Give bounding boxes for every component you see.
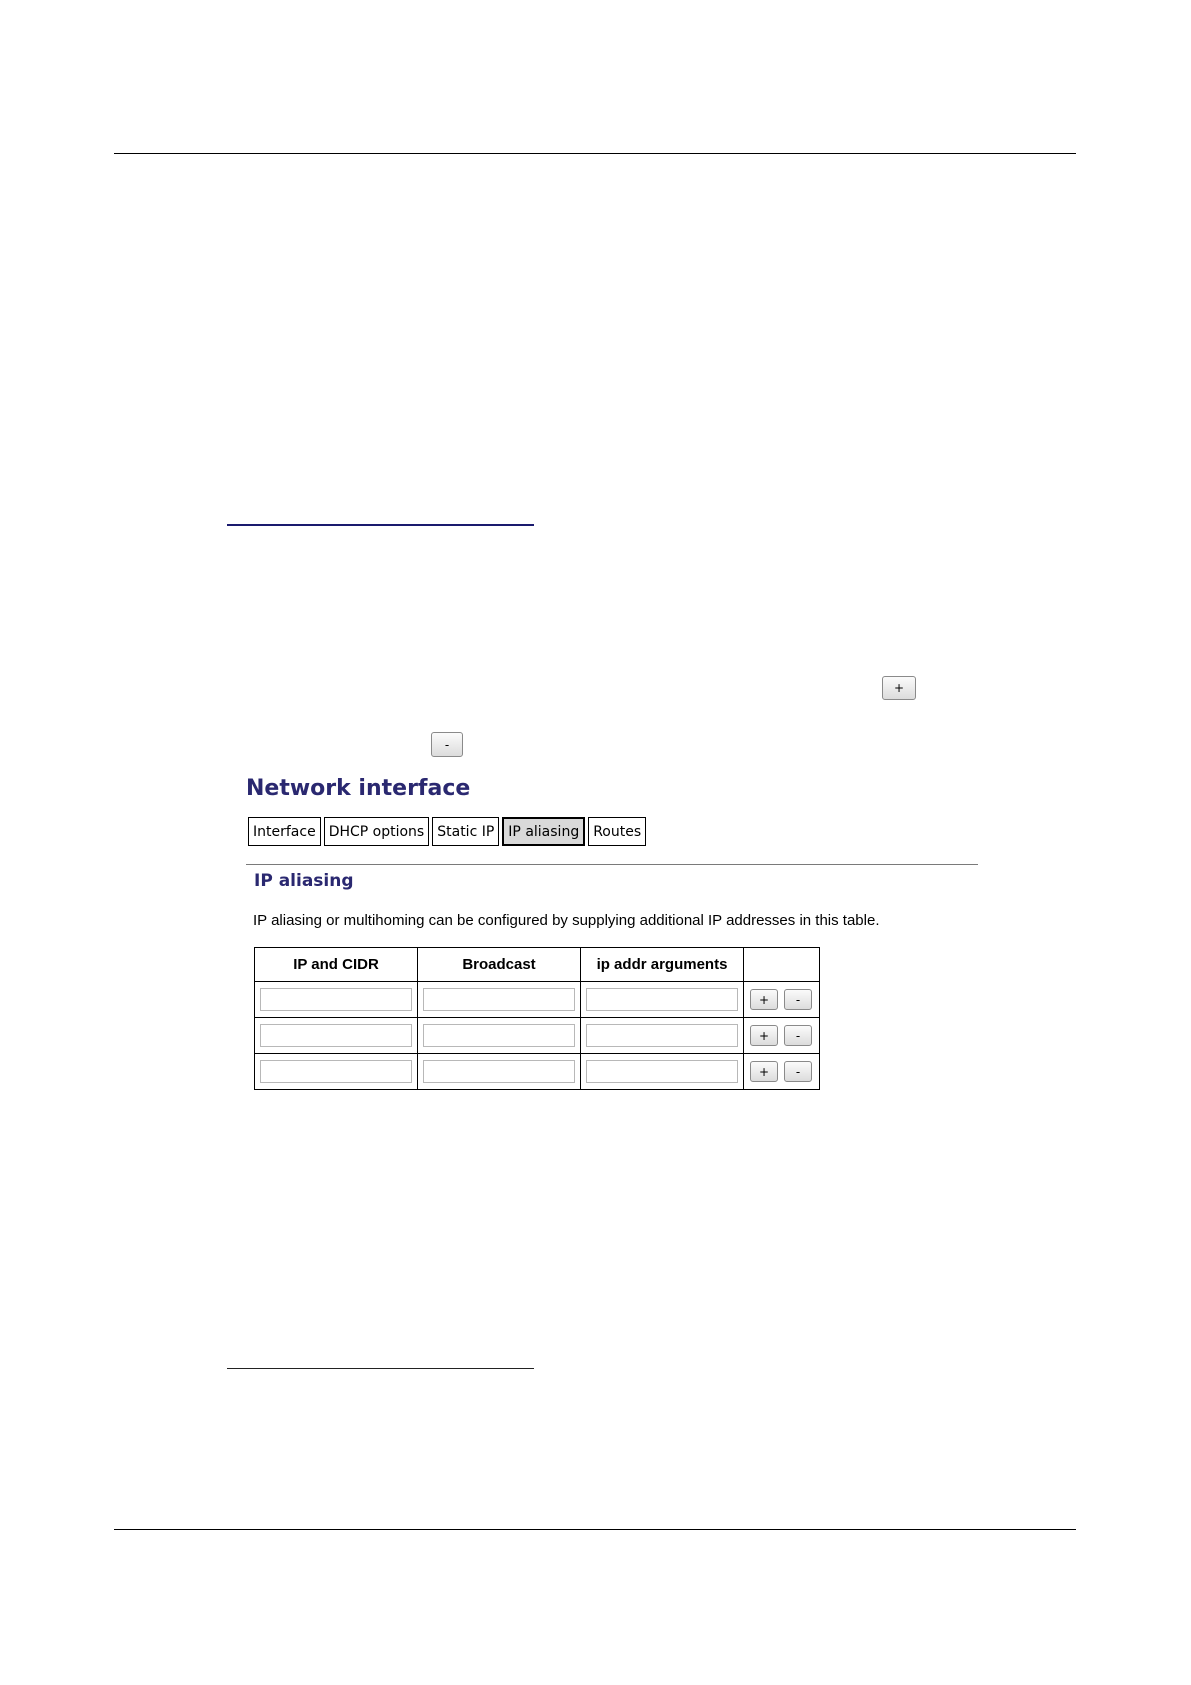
add-row-button[interactable]: + bbox=[750, 1061, 778, 1082]
section-description: IP aliasing or multihoming can be configured by supplying additional IP addresses in this table. bbox=[253, 912, 880, 929]
broadcast-input[interactable] bbox=[423, 988, 575, 1011]
remove-row-button[interactable]: - bbox=[784, 1025, 812, 1046]
tab-dhcp-options[interactable]: DHCP options bbox=[324, 817, 430, 846]
page-header-rule bbox=[114, 153, 1076, 154]
table-row bbox=[255, 1054, 820, 1090]
column-header-actions bbox=[744, 948, 820, 982]
row-actions bbox=[749, 1025, 814, 1046]
ip-addr-arguments-input[interactable] bbox=[586, 988, 738, 1011]
link-underline bbox=[227, 524, 534, 526]
section-divider bbox=[246, 864, 978, 865]
page-footer-rule bbox=[114, 1529, 1076, 1530]
row-actions bbox=[749, 989, 814, 1010]
ip-cidr-input[interactable] bbox=[260, 1060, 412, 1083]
remove-row-button[interactable]: - bbox=[784, 989, 812, 1010]
broadcast-input[interactable] bbox=[423, 1024, 575, 1047]
ip-alias-table bbox=[254, 947, 820, 1090]
row-actions bbox=[749, 1061, 814, 1082]
column-header-broadcast: Broadcast bbox=[418, 948, 581, 982]
ip-cidr-input[interactable] bbox=[260, 1024, 412, 1047]
table-header-row bbox=[255, 948, 820, 982]
tab-static-ip[interactable]: Static IP bbox=[432, 817, 499, 846]
footnote-rule bbox=[227, 1368, 534, 1369]
tab-bar bbox=[248, 817, 646, 846]
ip-cidr-input[interactable] bbox=[260, 988, 412, 1011]
doc-add-row-button[interactable]: + bbox=[882, 676, 916, 700]
page-title: Network interface bbox=[246, 776, 471, 801]
add-row-button[interactable]: + bbox=[750, 1025, 778, 1046]
section-title: IP aliasing bbox=[254, 871, 354, 891]
doc-remove-row-button[interactable]: - bbox=[431, 732, 463, 757]
column-header-ip-cidr: IP and CIDR bbox=[255, 948, 418, 982]
ip-addr-arguments-input[interactable] bbox=[586, 1024, 738, 1047]
table-row bbox=[255, 982, 820, 1018]
tab-ip-aliasing[interactable]: IP aliasing bbox=[502, 817, 585, 846]
tab-interface[interactable]: Interface bbox=[248, 817, 321, 846]
table-row bbox=[255, 1018, 820, 1054]
remove-row-button[interactable]: - bbox=[784, 1061, 812, 1082]
ip-addr-arguments-input[interactable] bbox=[586, 1060, 738, 1083]
add-row-button[interactable]: + bbox=[750, 989, 778, 1010]
tab-routes[interactable]: Routes bbox=[588, 817, 646, 846]
broadcast-input[interactable] bbox=[423, 1060, 575, 1083]
network-interface-screenshot bbox=[240, 770, 980, 1100]
column-header-ip-addr-arguments: ip addr arguments bbox=[581, 948, 744, 982]
